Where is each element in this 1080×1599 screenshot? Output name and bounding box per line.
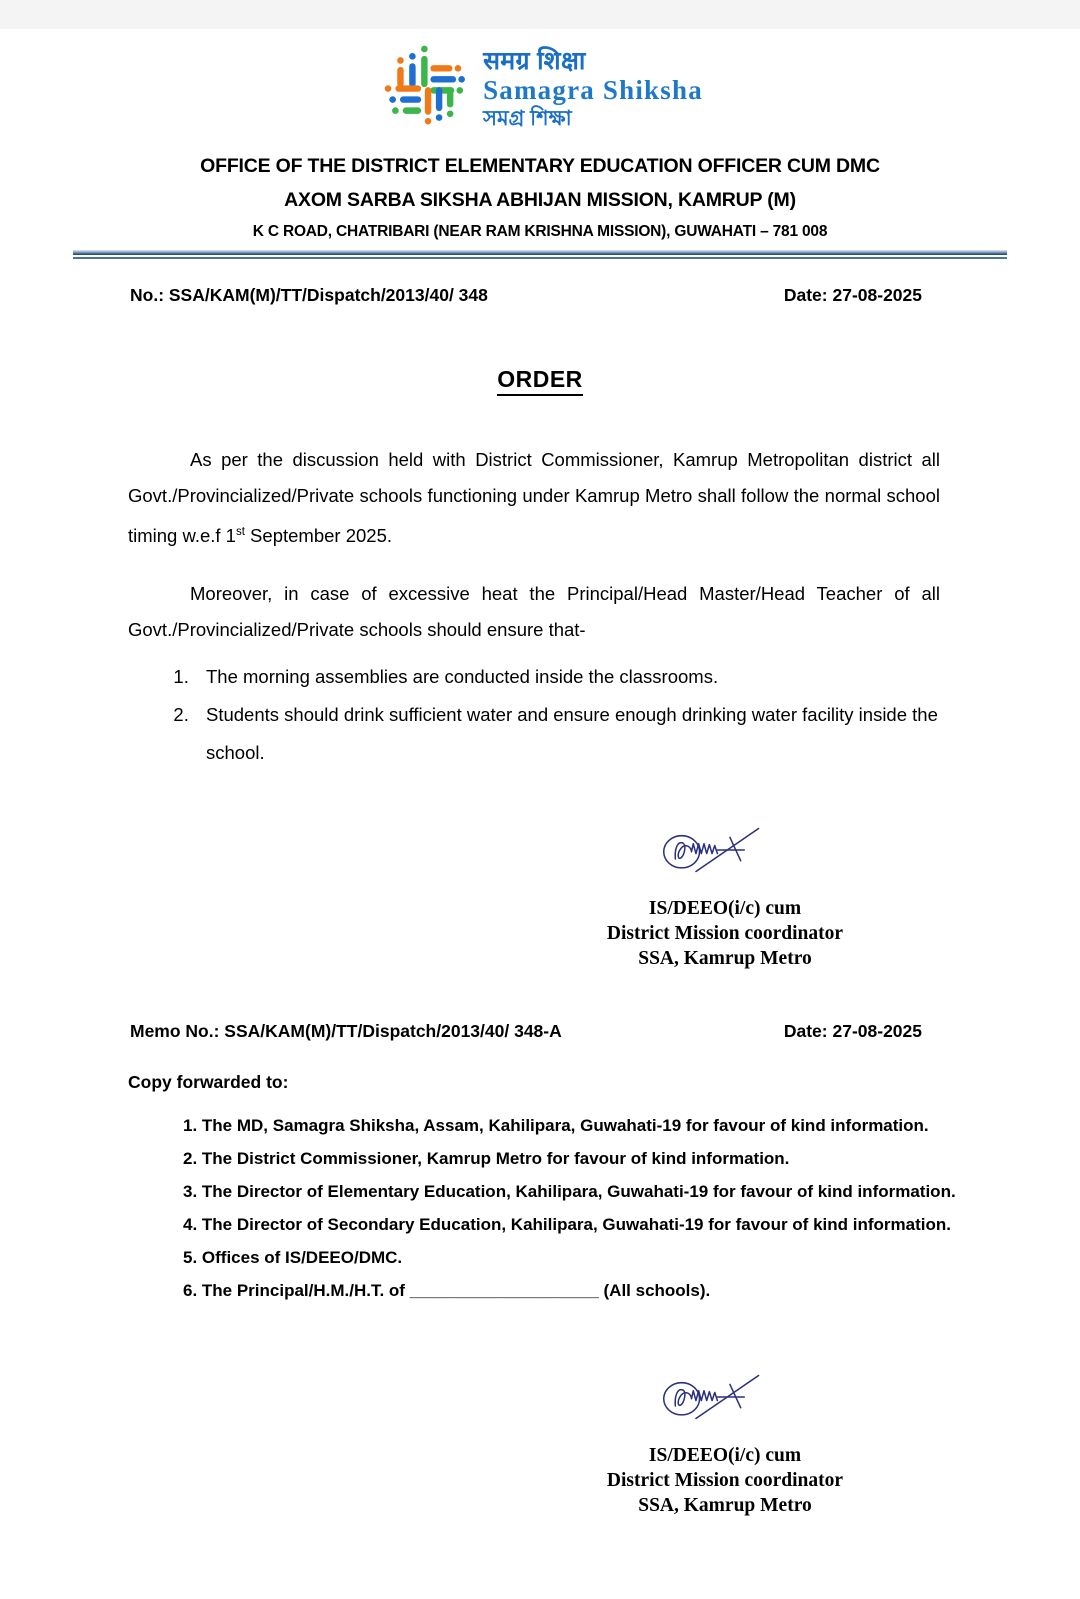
memo-reference-line <box>130 1021 952 1042</box>
office-address-line: K C ROAD, CHATRIBARI (NEAR RAM KRISHNA MISSION), GUWAHATI – 781 008 <box>252 223 828 240</box>
signature-line-1: IS/DEEO(i/c) cum <box>648 1445 802 1467</box>
order-paragraph-1 <box>128 442 940 554</box>
copy-forwarded-label: Copy forwarded to: <box>128 1072 289 1093</box>
samagra-shiksha-logo-mark <box>377 43 469 135</box>
signature-line-3: SSA, Kamrup Metro <box>638 948 812 970</box>
signature-designation <box>370 1443 1080 1518</box>
samagra-shiksha-logo <box>0 29 1080 135</box>
copy-list-item: 1. The MD, Samagra Shiksha, Assam, Kahilipara, Guwahati-19 for favour of kind information. <box>183 1116 929 1136</box>
signature-line-1: IS/DEEO(i/c) cum <box>648 898 802 920</box>
order-heading-text: ORDER <box>497 366 583 396</box>
order-body <box>128 442 940 772</box>
ordinal-suffix: st <box>235 526 245 538</box>
signature-image <box>653 1363 796 1431</box>
divider-thin-rule <box>73 257 1007 259</box>
memo-number: Memo No.: SSA/KAM(M)/TT/Dispatch/2013/40/ 348-A <box>130 1021 562 1042</box>
logo-name-hindi: समग्र शिक्षा <box>483 47 586 75</box>
memo-date: Date: 27-08-2025 <box>783 1021 922 1042</box>
logo-name-assamese: সমগ্ৰ শিক্ষা <box>483 107 572 130</box>
reference-date: Date: 27-08-2025 <box>783 285 922 305</box>
order-rules-list <box>128 658 940 772</box>
signature-line-2: District Mission coordinator <box>606 923 844 945</box>
copy-list-item: 6. The Principal/H.M./H.T. of ____________________ (All schools). <box>183 1281 711 1301</box>
order-paragraph-1-text-a: As per the discussion held with District Commissioner, Kamrup Metropolitan district all Govt./Provincialized/Private schools functioning under Kamrup Metro shall follow the normal school timing w.e.f 1 <box>128 449 940 547</box>
window-top-band <box>0 0 1080 29</box>
copy-list-item: 4. The Director of Secondary Education, Kahilipara, Guwahati-19 for favour of kind information. <box>183 1215 951 1235</box>
order-rule-item: 1. The morning assemblies are conducted inside the classrooms. <box>194 658 940 696</box>
copy-list-item: 5. Offices of IS/DEEO/DMC. <box>183 1248 403 1268</box>
signature-block-secondary <box>0 1363 1080 1518</box>
reference-number: No.: SSA/KAM(M)/TT/Dispatch/2013/40/ 348 <box>130 285 488 305</box>
order-paragraph-2: Moreover, in case of excessive heat the Principal/Head Master/Head Teacher of all Govt./Provincialized/Private schools should ensure that- <box>128 583 940 641</box>
logo-name-english: Samagra Shiksha <box>483 75 703 105</box>
copy-forwarded-list <box>0 1109 1080 1307</box>
signature-designation <box>370 896 1080 971</box>
signature-image <box>653 816 796 884</box>
signature-line-3: SSA, Kamrup Metro <box>638 1495 812 1517</box>
reference-line <box>130 285 952 306</box>
office-title-line2: AXOM SARBA SIKSHA ABHIJAN MISSION, KAMRUP (M) <box>284 189 796 211</box>
logo-wordmark <box>483 49 703 129</box>
copy-list-item: 2. The District Commissioner, Kamrup Metro for favour of kind information. <box>183 1149 790 1169</box>
signature-line-2: District Mission coordinator <box>606 1470 844 1492</box>
document-page <box>0 29 1080 1599</box>
copy-list-item: 3. The Director of Elementary Education, Kahilipara, Guwahati-19 for favour of kind information. <box>183 1182 956 1202</box>
office-title-line1: OFFICE OF THE DISTRICT ELEMENTARY EDUCATION OFFICER CUM DMC <box>200 155 880 177</box>
order-paragraph-1-text-b: September 2025. <box>244 525 392 547</box>
signature-block-primary <box>0 816 1080 971</box>
order-rule-item: 2. Students should drink sufficient water and ensure enough drinking water facility inside the school. <box>194 696 940 772</box>
order-heading <box>0 366 1080 393</box>
header-divider <box>73 250 1007 259</box>
